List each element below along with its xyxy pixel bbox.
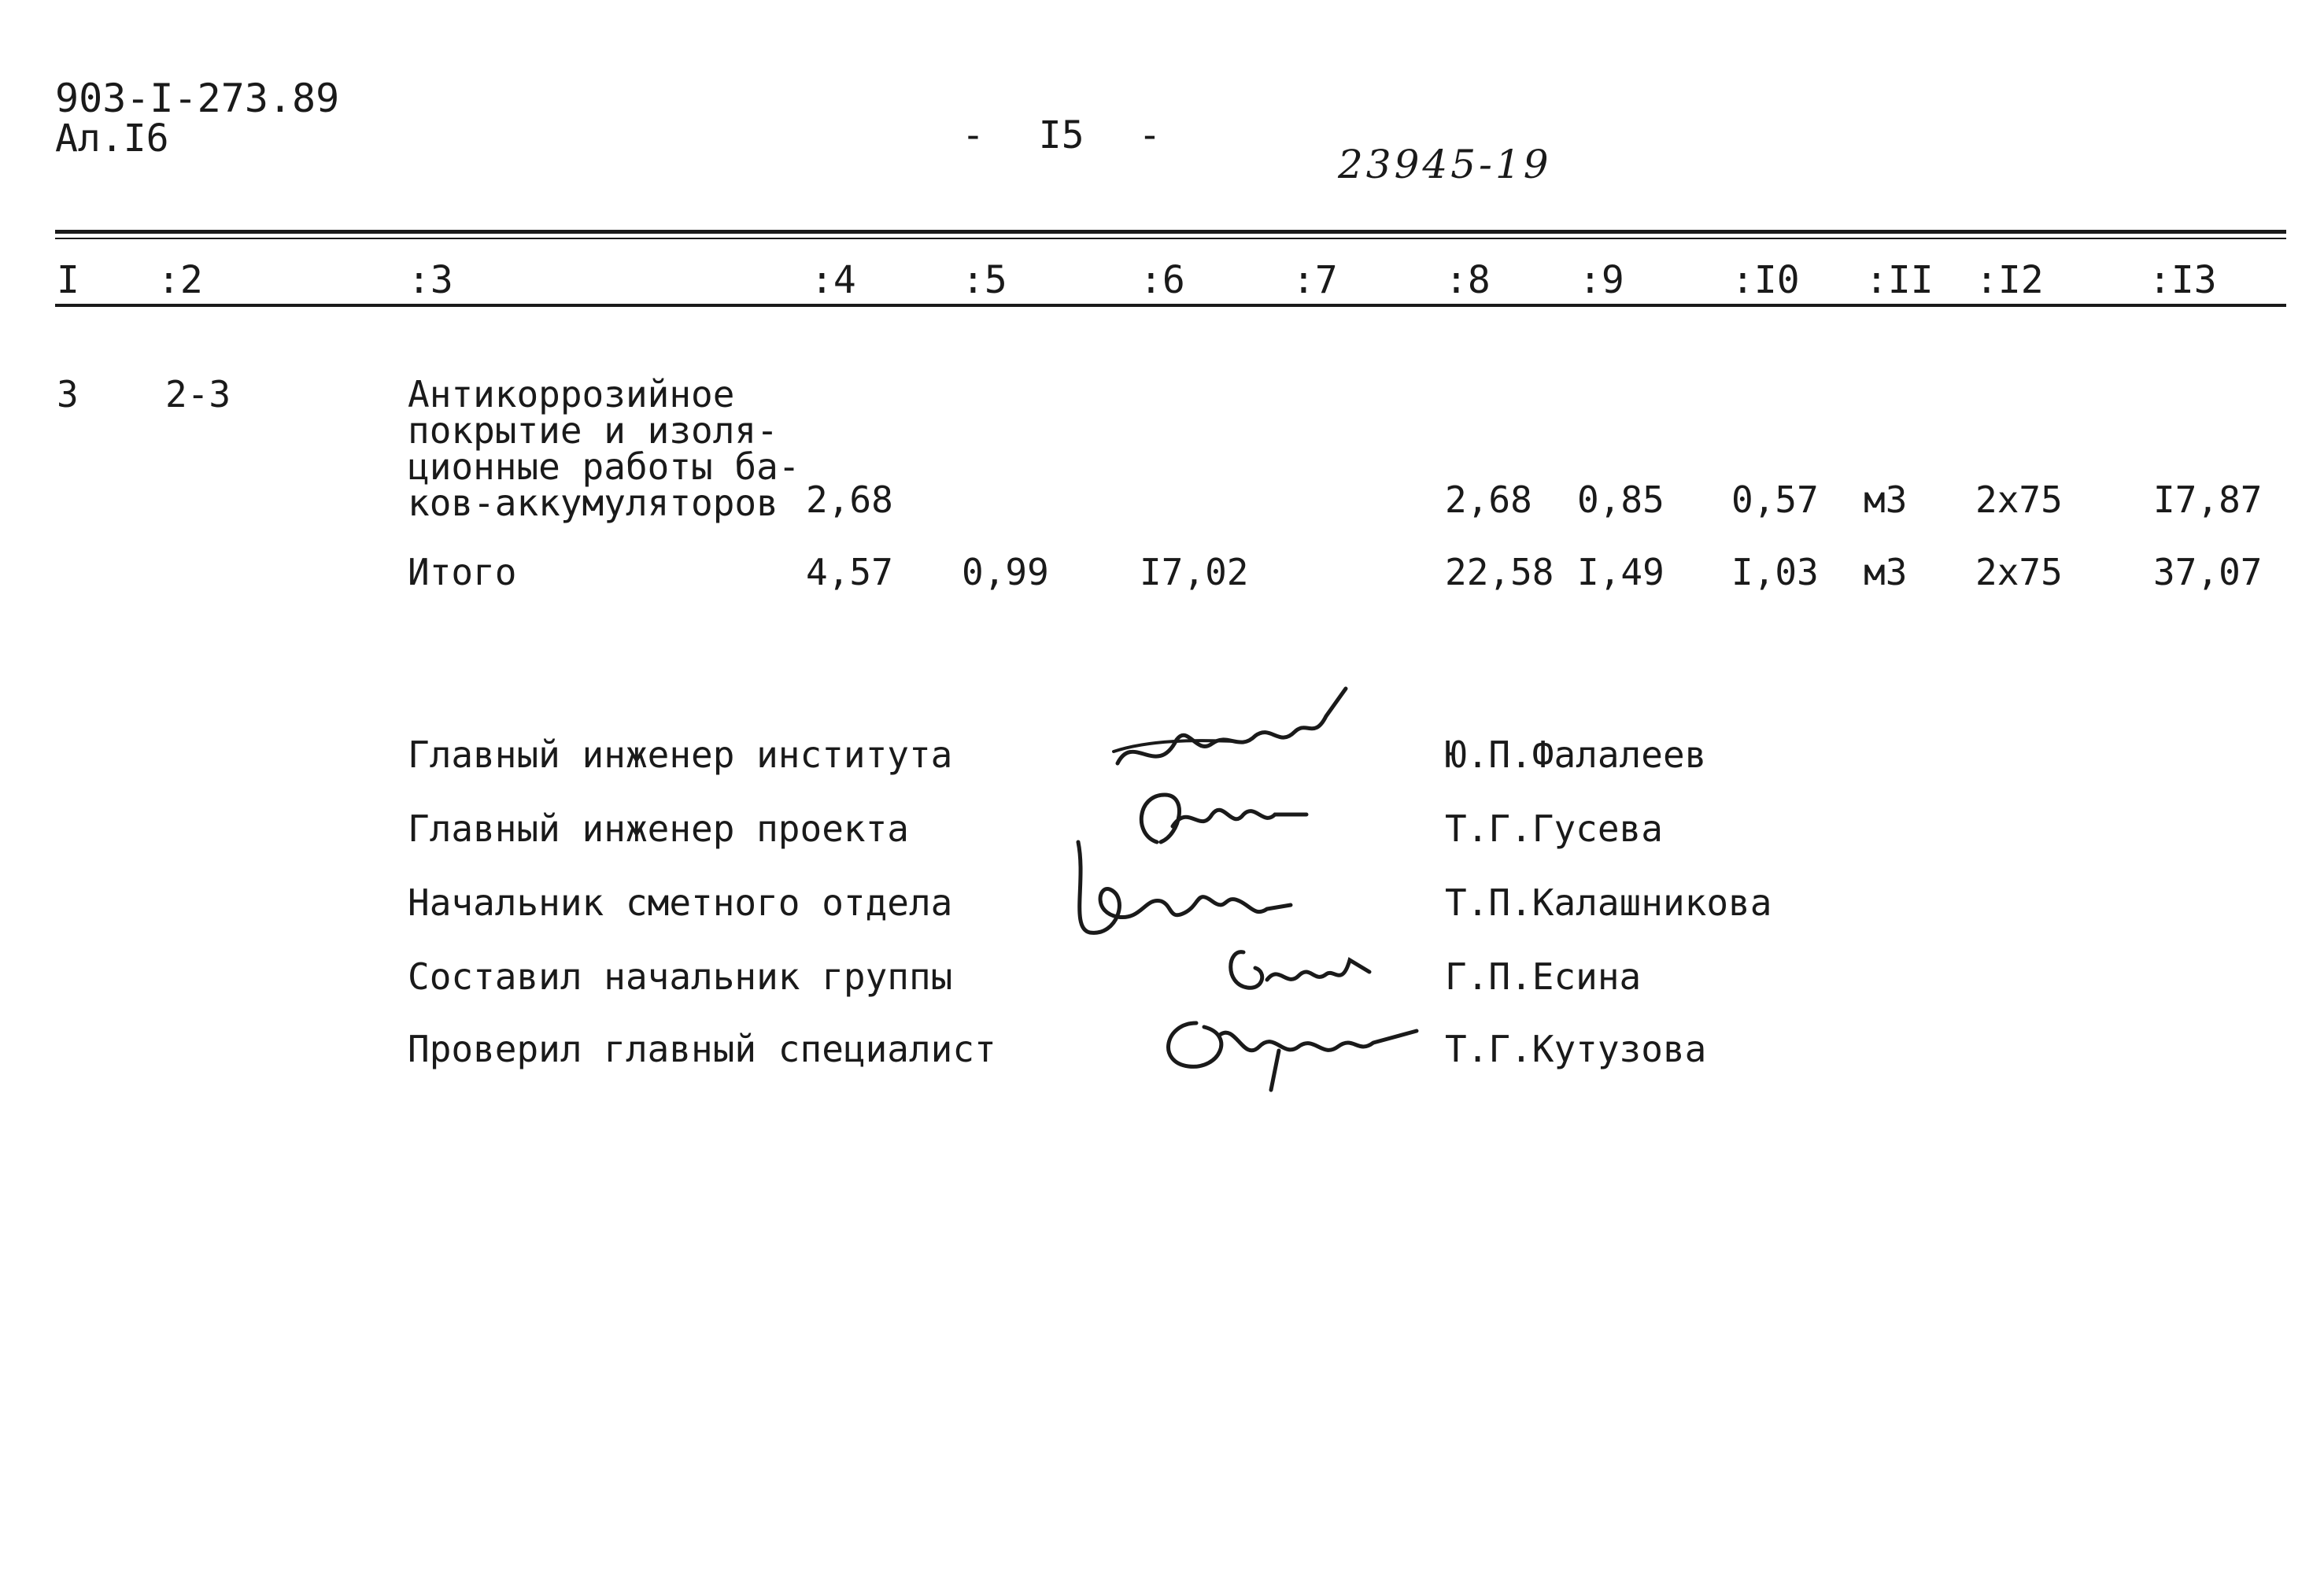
header-bottom-rule xyxy=(55,304,2286,307)
col-4: :4 xyxy=(811,258,856,302)
signature-name: Т.Г.Кутузова xyxy=(1445,1028,1707,1070)
handwritten-signature-1 xyxy=(1102,685,1362,787)
signature-role: Составил начальник группы xyxy=(408,955,953,998)
col-12: :I2 xyxy=(1975,258,2044,302)
col-6: :6 xyxy=(1140,258,1185,302)
description-line: Антикоррозийное xyxy=(408,373,735,416)
signature-role: Главный инженер института xyxy=(408,733,953,776)
total-col13: 37,07 xyxy=(2153,551,2263,593)
row-col8: 2,68 xyxy=(1445,478,1532,521)
signature-role: Начальник сметного отдела xyxy=(408,881,953,924)
signature-name: Г.П.Есина xyxy=(1445,955,1642,998)
total-col6: I7,02 xyxy=(1140,551,1249,593)
document-code: 903-I-273.89 xyxy=(55,76,340,121)
header-top-rule xyxy=(55,230,2286,234)
row-col10: 0,57 xyxy=(1731,478,1819,521)
sheet-label: Ал.I6 xyxy=(55,116,169,161)
signature-role: Проверил главный специалист xyxy=(408,1028,996,1070)
description-line: ков-аккумуляторов xyxy=(408,482,778,524)
total-col12: 2х75 xyxy=(1975,551,2063,593)
total-col4: 4,57 xyxy=(806,551,893,593)
stamp-number: 23945-19 xyxy=(1338,142,1552,187)
total-unit: м3 xyxy=(1864,551,1908,593)
handwritten-signature-5 xyxy=(1149,992,1432,1094)
col-1: I xyxy=(57,258,79,302)
col-5: :5 xyxy=(962,258,1007,302)
signature-name: Ю.П.Фалалеев xyxy=(1445,733,1707,776)
signature-role: Главный инженер проекта xyxy=(408,807,909,850)
signature-name: Т.Г.Гусева xyxy=(1445,807,1663,850)
row-col13: I7,87 xyxy=(2153,478,2263,521)
row-code: 2-3 xyxy=(165,373,231,416)
total-col8: 22,58 xyxy=(1445,551,1554,593)
page-number: - I5 - xyxy=(962,113,1162,157)
total-col5: 0,99 xyxy=(962,551,1049,593)
description-line: покрытие и изоля- xyxy=(408,409,778,452)
total-col9: I,49 xyxy=(1577,551,1664,593)
total-label: Итого xyxy=(408,551,517,593)
col-7: :7 xyxy=(1292,258,1338,302)
col-11: :II xyxy=(1865,258,1934,302)
col-3: :3 xyxy=(408,258,453,302)
col-2: :2 xyxy=(157,258,203,302)
row-description xyxy=(408,373,800,524)
total-col10: I,03 xyxy=(1731,551,1819,593)
col-10: :I0 xyxy=(1731,258,1800,302)
col-13: :I3 xyxy=(2148,258,2217,302)
row-unit: м3 xyxy=(1864,478,1908,521)
row-number: 3 xyxy=(57,373,79,416)
handwritten-signature-3 xyxy=(1055,834,1322,944)
row-col4: 2,68 xyxy=(806,478,893,521)
row-col12: 2х75 xyxy=(1975,478,2063,521)
signature-name: Т.П.Калашникова xyxy=(1445,881,1772,924)
col-9: :9 xyxy=(1579,258,1624,302)
row-col9: 0,85 xyxy=(1577,478,1664,521)
description-line: ционные работы ба- xyxy=(408,445,800,488)
col-8: :8 xyxy=(1445,258,1491,302)
header-top-rule-2 xyxy=(55,238,2286,239)
